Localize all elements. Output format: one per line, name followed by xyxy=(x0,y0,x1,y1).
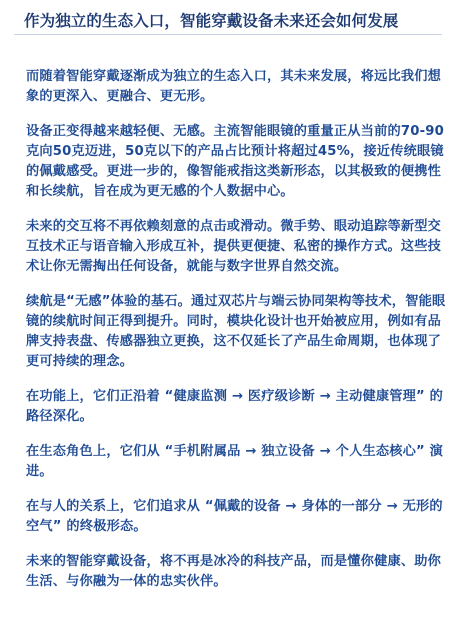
paragraph-interaction: 未来的交互将不再依赖刻意的点击或滑动。微手势、眼动追踪等新型交互技术正与语音输入形成互补，提供更便捷、私密的操作方式。这些技术让你无需掏出任何设备，就能与数字世界自然交流。 xyxy=(26,219,442,274)
paragraph-battery: 续航是“无感”体验的基石。通过双芯片与端云协同架构等技术，智能眼镜的续航时间正得到提升。同时，模块化设计也开始被应用，例如有品牌支持表盘、传感器独立更换，这不仅延长了产品生命周期，也体现了更可持续的理念。 xyxy=(26,294,446,369)
paragraph-ecosystem: 在生态角色上，它们从 “手机附属品 → 独立设备 → 个人生态核心” 演进。 xyxy=(26,444,444,479)
paragraph-form-factor: 设备正变得越来越轻便、无感。主流智能眼镜的重量正从当前的70-90克向50克迈进，50克以下的产品占比预计将超过45%，接近传统眼镜的佩戴感受。更进一步的，像智能戒指这类新形态，以其极致的便携性和长续航，旨在成为更无感的个人数据中心。 xyxy=(26,124,445,199)
paragraph-conclusion: 未来的智能穿戴设备，将不再是冰冷的科技产品，而是懂你健康、助你生活、与你融为一体的忠实伙伴。 xyxy=(26,554,442,589)
title-bar xyxy=(14,6,442,35)
article-body xyxy=(26,67,446,606)
paragraph-relationship: 在与人的关系上，它们追求从 “佩戴的设备 → 身体的一部分 → 无形的空气” 的终极形态。 xyxy=(26,499,443,534)
paragraph-function: 在功能上，它们正沿着 “健康监测 → 医疗级诊断 → 主动健康管理” 的路径深化。 xyxy=(26,389,444,424)
page-title: 作为独立的生态入口，智能穿戴设备未来还会如何发展 xyxy=(24,12,399,30)
paragraph-intro: 而随着智能穿戴逐渐成为独立的生态入口，其未来发展，将远比我们想象的更深入、更融合、更无形。 xyxy=(26,69,442,104)
